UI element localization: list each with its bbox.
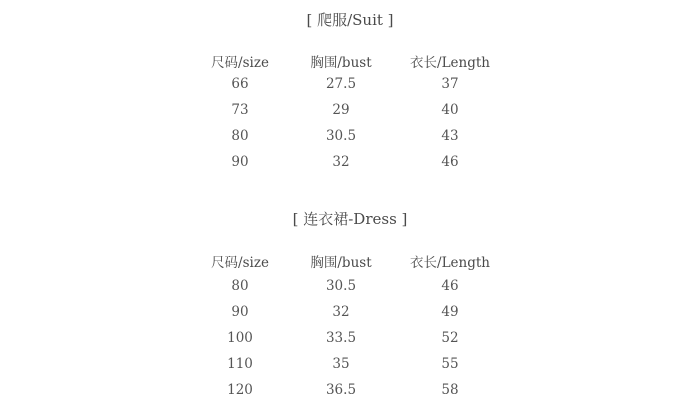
table-row (0, 76, 700, 102)
bust-cell: 33.5 (325, 330, 357, 346)
bust-cell: 27.5 (325, 76, 357, 92)
size-cell: 73 (231, 102, 249, 118)
bust-column-header: 胸围/bust (310, 55, 372, 71)
length-cell: 43 (441, 128, 459, 144)
table-row (0, 330, 700, 356)
size-column-header: 尺码/size (211, 55, 269, 71)
table-row (0, 304, 700, 330)
bust-cell: 32 (332, 304, 350, 320)
length-cell: 40 (441, 102, 459, 118)
suit-size-table (0, 55, 700, 180)
bust-cell: 29 (332, 102, 350, 118)
table-row (0, 356, 700, 382)
length-cell: 58 (441, 382, 459, 398)
length-cell: 52 (441, 330, 459, 346)
length-cell: 55 (441, 356, 459, 372)
size-cell: 80 (231, 128, 249, 144)
bust-cell: 32 (332, 154, 350, 170)
bust-column-header: 胸围/bust (310, 255, 372, 271)
dress-section-title: [ 连衣裙-Dress ] (292, 210, 408, 228)
length-column-header: 衣长/Length (410, 55, 490, 71)
table-row (0, 278, 700, 304)
table-row (0, 382, 700, 408)
dress-size-table (0, 255, 700, 408)
bust-cell: 30.5 (325, 278, 357, 294)
bust-cell: 36.5 (325, 382, 357, 398)
length-cell: 37 (441, 76, 459, 92)
length-cell: 46 (441, 278, 459, 294)
size-cell: 66 (231, 76, 249, 92)
table-row (0, 102, 700, 128)
length-cell: 49 (441, 304, 459, 320)
suit-section-title: [ 爬服/Suit ] (306, 11, 394, 29)
size-cell: 100 (227, 330, 253, 346)
table-row (0, 154, 700, 180)
length-column-header: 衣长/Length (410, 255, 490, 271)
size-cell: 120 (227, 382, 253, 398)
bust-cell: 30.5 (325, 128, 357, 144)
size-cell: 90 (231, 304, 249, 320)
table-row (0, 128, 700, 154)
bust-cell: 35 (332, 356, 350, 372)
length-cell: 46 (441, 154, 459, 170)
size-cell: 110 (227, 356, 253, 372)
size-cell: 80 (231, 278, 249, 294)
size-cell: 90 (231, 154, 249, 170)
size-column-header: 尺码/size (211, 255, 269, 271)
